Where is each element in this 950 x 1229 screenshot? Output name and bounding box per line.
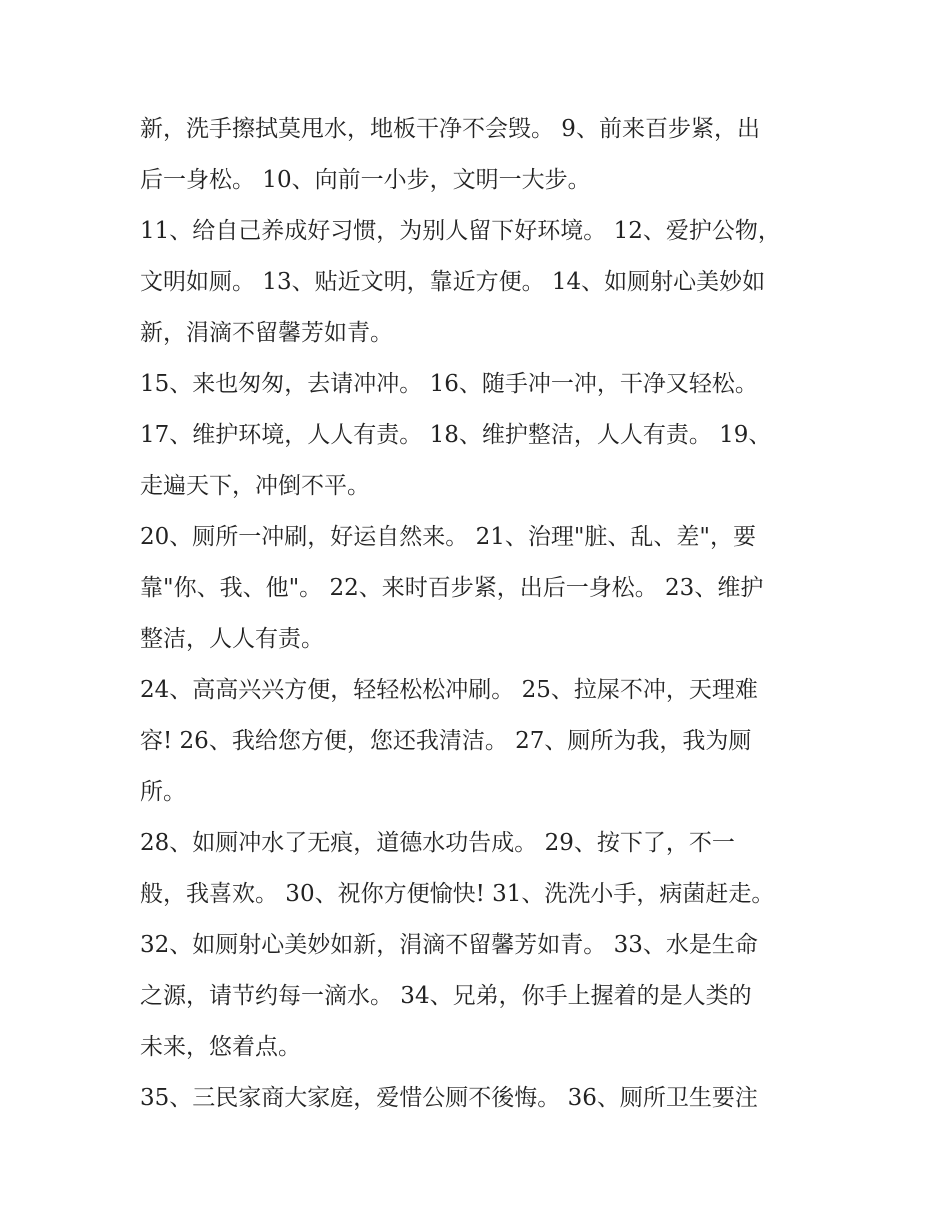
text-line: 新，涓滴不留馨芳如青。 [140,320,393,346]
text-line: 11、给自己养成好习惯，为别人留下好环境。 12、爱护公物， [140,218,781,244]
text-line: 文明如厕。 13、贴近文明，靠近方便。 14、如厕射心美妙如 [140,269,766,295]
text-line: 整洁，人人有责。 [140,626,324,652]
text-line: 所。 [140,779,186,805]
text-line: 15、来也匆匆，去请冲冲。 16、随手冲一冲，干净又轻松。 [140,371,758,397]
text-line: 35、三民家商大家庭，爱惜公厕不後悔。 36、厕所卫生要注 [140,1085,758,1111]
text-line: 未来，悠着点。 [140,1034,301,1060]
text-line: 后一身松。 10、向前一小步，文明一大步。 [140,167,591,193]
text-line: 17、维护环境，人人有责。 18、维护整洁，人人有责。 19、 [140,422,772,448]
text-line: 新，洗手擦拭莫甩水，地板干净不会毁。 9、前来百步紧，出 [140,116,760,142]
text-line: 24、高高兴兴方便，轻轻松松冲刷。 25、拉屎不冲，天理难 [140,677,758,703]
text-line: 般，我喜欢。 30、祝你方便愉快! 31、洗洗小手，病菌赶走。 [140,881,775,907]
text-line: 28、如厕冲水了无痕，道德水功告成。 29、按下了，不一 [140,830,735,856]
slogan-text-block [140,104,820,1124]
text-line: 32、如厕射心美妙如新，涓滴不留馨芳如青。 33、水是生命 [140,932,758,958]
text-line: 20、厕所一冲刷，好运自然来。 21、治理"脏、乱、差"，要 [140,524,757,550]
text-line: 容! 26、我给您方便，您还我清洁。 27、厕所为我，我为厕 [140,728,752,754]
text-line: 之源，请节约每一滴水。 34、兄弟，你手上握着的是人类的 [140,983,752,1009]
text-line: 靠"你、我、他"。 22、来时百步紧，出后一身松。 23、维护 [140,575,764,601]
text-line: 走遍天下，冲倒不平。 [140,473,370,499]
